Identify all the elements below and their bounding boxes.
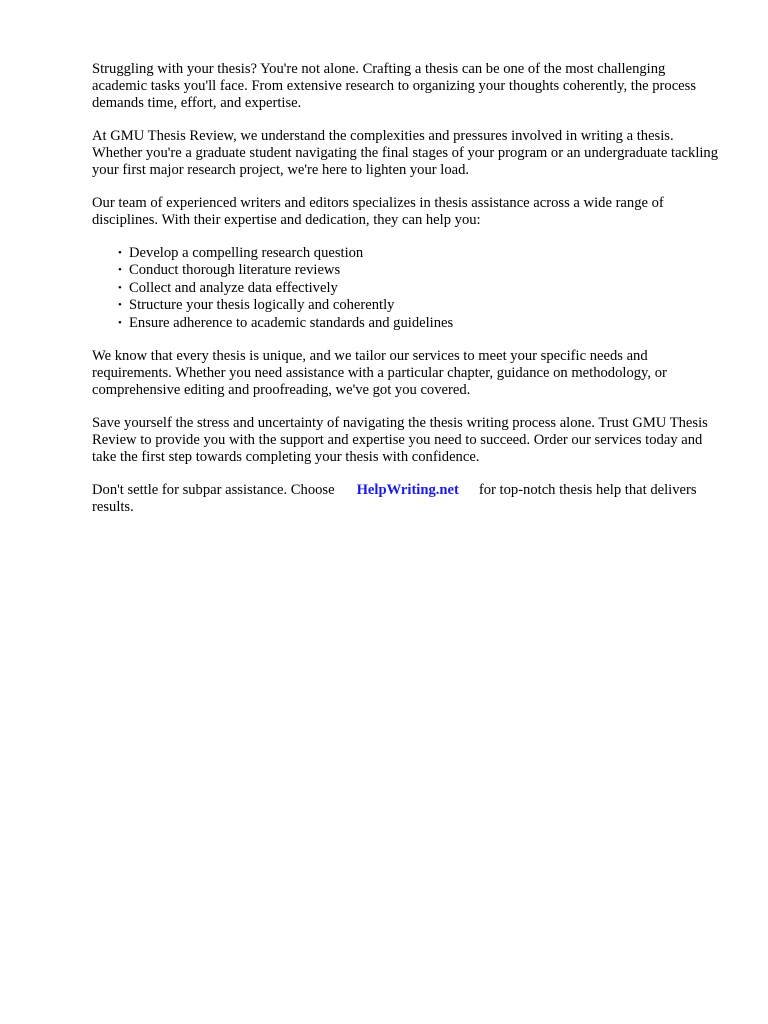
bullet-icon: • [118, 247, 122, 259]
intro-paragraph: Struggling with your thesis? You're not alone. Crafting a thesis can be one of the most challenging academic tasks you'll face. From extensive research to organizing your thoughts coherently, the process demands time, effort, and expertise. [92, 61, 697, 111]
list-item-text: Collect and analyze data effectively [129, 279, 338, 296]
list-item [118, 280, 724, 297]
list-item-text: Develop a compelling research question [129, 245, 364, 261]
list-item [118, 262, 724, 279]
bullet-icon: • [118, 281, 122, 294]
bullet-icon: • [118, 299, 122, 312]
bullet-icon: • [118, 316, 122, 329]
list-item [118, 297, 724, 314]
list-item-text: Conduct thorough literature reviews [129, 262, 341, 279]
list-item [118, 315, 724, 332]
closing-text-after: for top-notch thesis help that delivers results. [92, 482, 697, 516]
bullet-icon: • [118, 264, 122, 277]
helpwriting-link[interactable]: HelpWriting.net [356, 482, 459, 499]
team-paragraph: Our team of experienced writers and editors specializes in thesis assistance across a wide range of disciplines. With their expertise and dedication, they can help you: [92, 195, 664, 228]
closing-text-before: Don't settle for subpar assistance. Choose [92, 482, 335, 499]
list-item [118, 245, 724, 262]
about-paragraph: At GMU Thesis Review, we understand the complexities and pressures involved in writing a thesis. Whether you're a graduate student navigating the final stages of your program or an undergraduate tackling your first major research project, we're here to lighten your load. [92, 128, 719, 178]
trust-paragraph: Save yourself the stress and uncertainty of navigating the thesis writing process alone. Trust GMU Thesis Review to provide you with the support and expertise you need to succeed. Order our services today and take the first step towards completing your thesis with confidence. [92, 415, 708, 466]
list-item-text: Structure your thesis logically and coherently [129, 297, 395, 314]
list-item-text: Ensure adherence to academic standards and guidelines [129, 314, 454, 331]
tailor-paragraph: We know that every thesis is unique, and we tailor our services to meet your specific needs and requirements. Whether you need assistance with a particular chapter, guidance on methodology, or comprehensive editing and proofreading, we've got you covered. [92, 348, 667, 399]
services-list [92, 245, 724, 332]
document-body [92, 61, 724, 532]
closing-paragraph [92, 482, 724, 516]
